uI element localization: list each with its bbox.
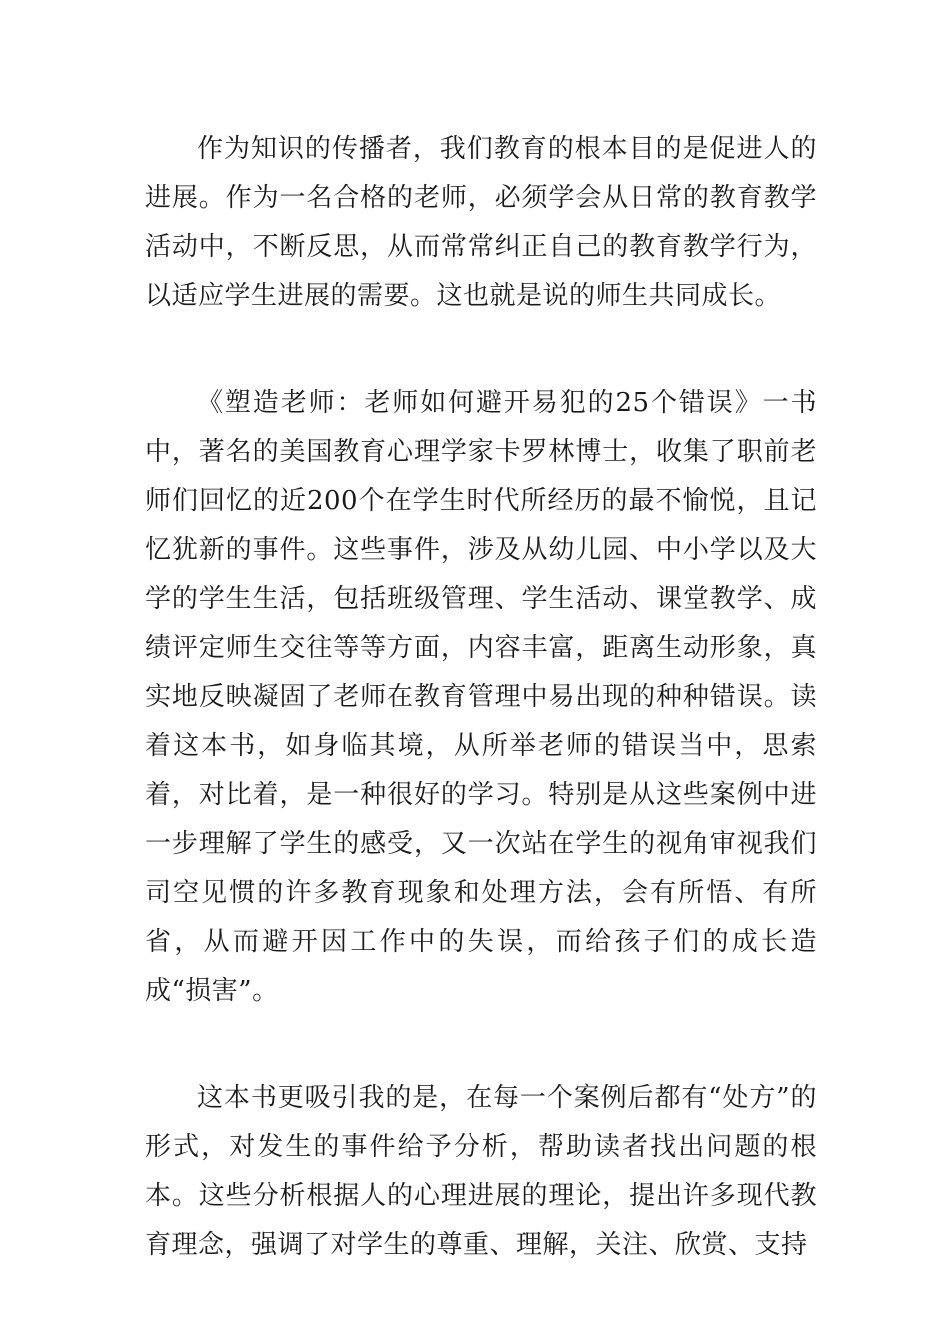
paragraph-prescription: 这本书更吸引我的是，在每一个案例后都有“处方”的形式，对发生的事件给予分析，帮助读者找出问题的根本。这些分析根据人的心理进展的理论，提出许多现代教育理念，强调了对学生的尊重、理解，关注、欣赏、支持 xyxy=(145,1083,817,1260)
paragraph-reflection: 作为知识的传播者，我们教育的根本目的是促进人的进展。作为一名合格的老师，必须学会从日常的教育教学活动中，不断反思，从而常常纠正自己的教育教学行为，以适应学生进展的需要。这也就是说的师生共同成长。 xyxy=(145,134,817,311)
paragraph-book-summary: 《塑造老师：老师如何避开易犯的25个错误》一书中，著名的美国教育心理学家卡罗林博士，收集了职前老师们回忆的近200个在学生时代所经历的最不愉悦，且记忆犹新的事件。这些事件，涉及从幼儿园、中小学以及大学的学生生活，包括班级管理、学生活动、课堂教学、成绩评定师生交往等等方面，内容丰富，距离生动形象，真实地反映凝固了老师在教育管理中易出现的种种错误。读着这本书，如身临其境，从所举老师的错误当中，思索着，对比着，是一种很好的学习。特别是从这些案例中进一步理解了学生的感受，又一次站在学生的视角审视我们司空见惯的许多教育现象和处理方法，会有所悟、有所省，从而避开因工作中的失误，而给孩子们的成长造成“损害”。 xyxy=(145,388,817,1006)
body-text xyxy=(145,125,817,1270)
